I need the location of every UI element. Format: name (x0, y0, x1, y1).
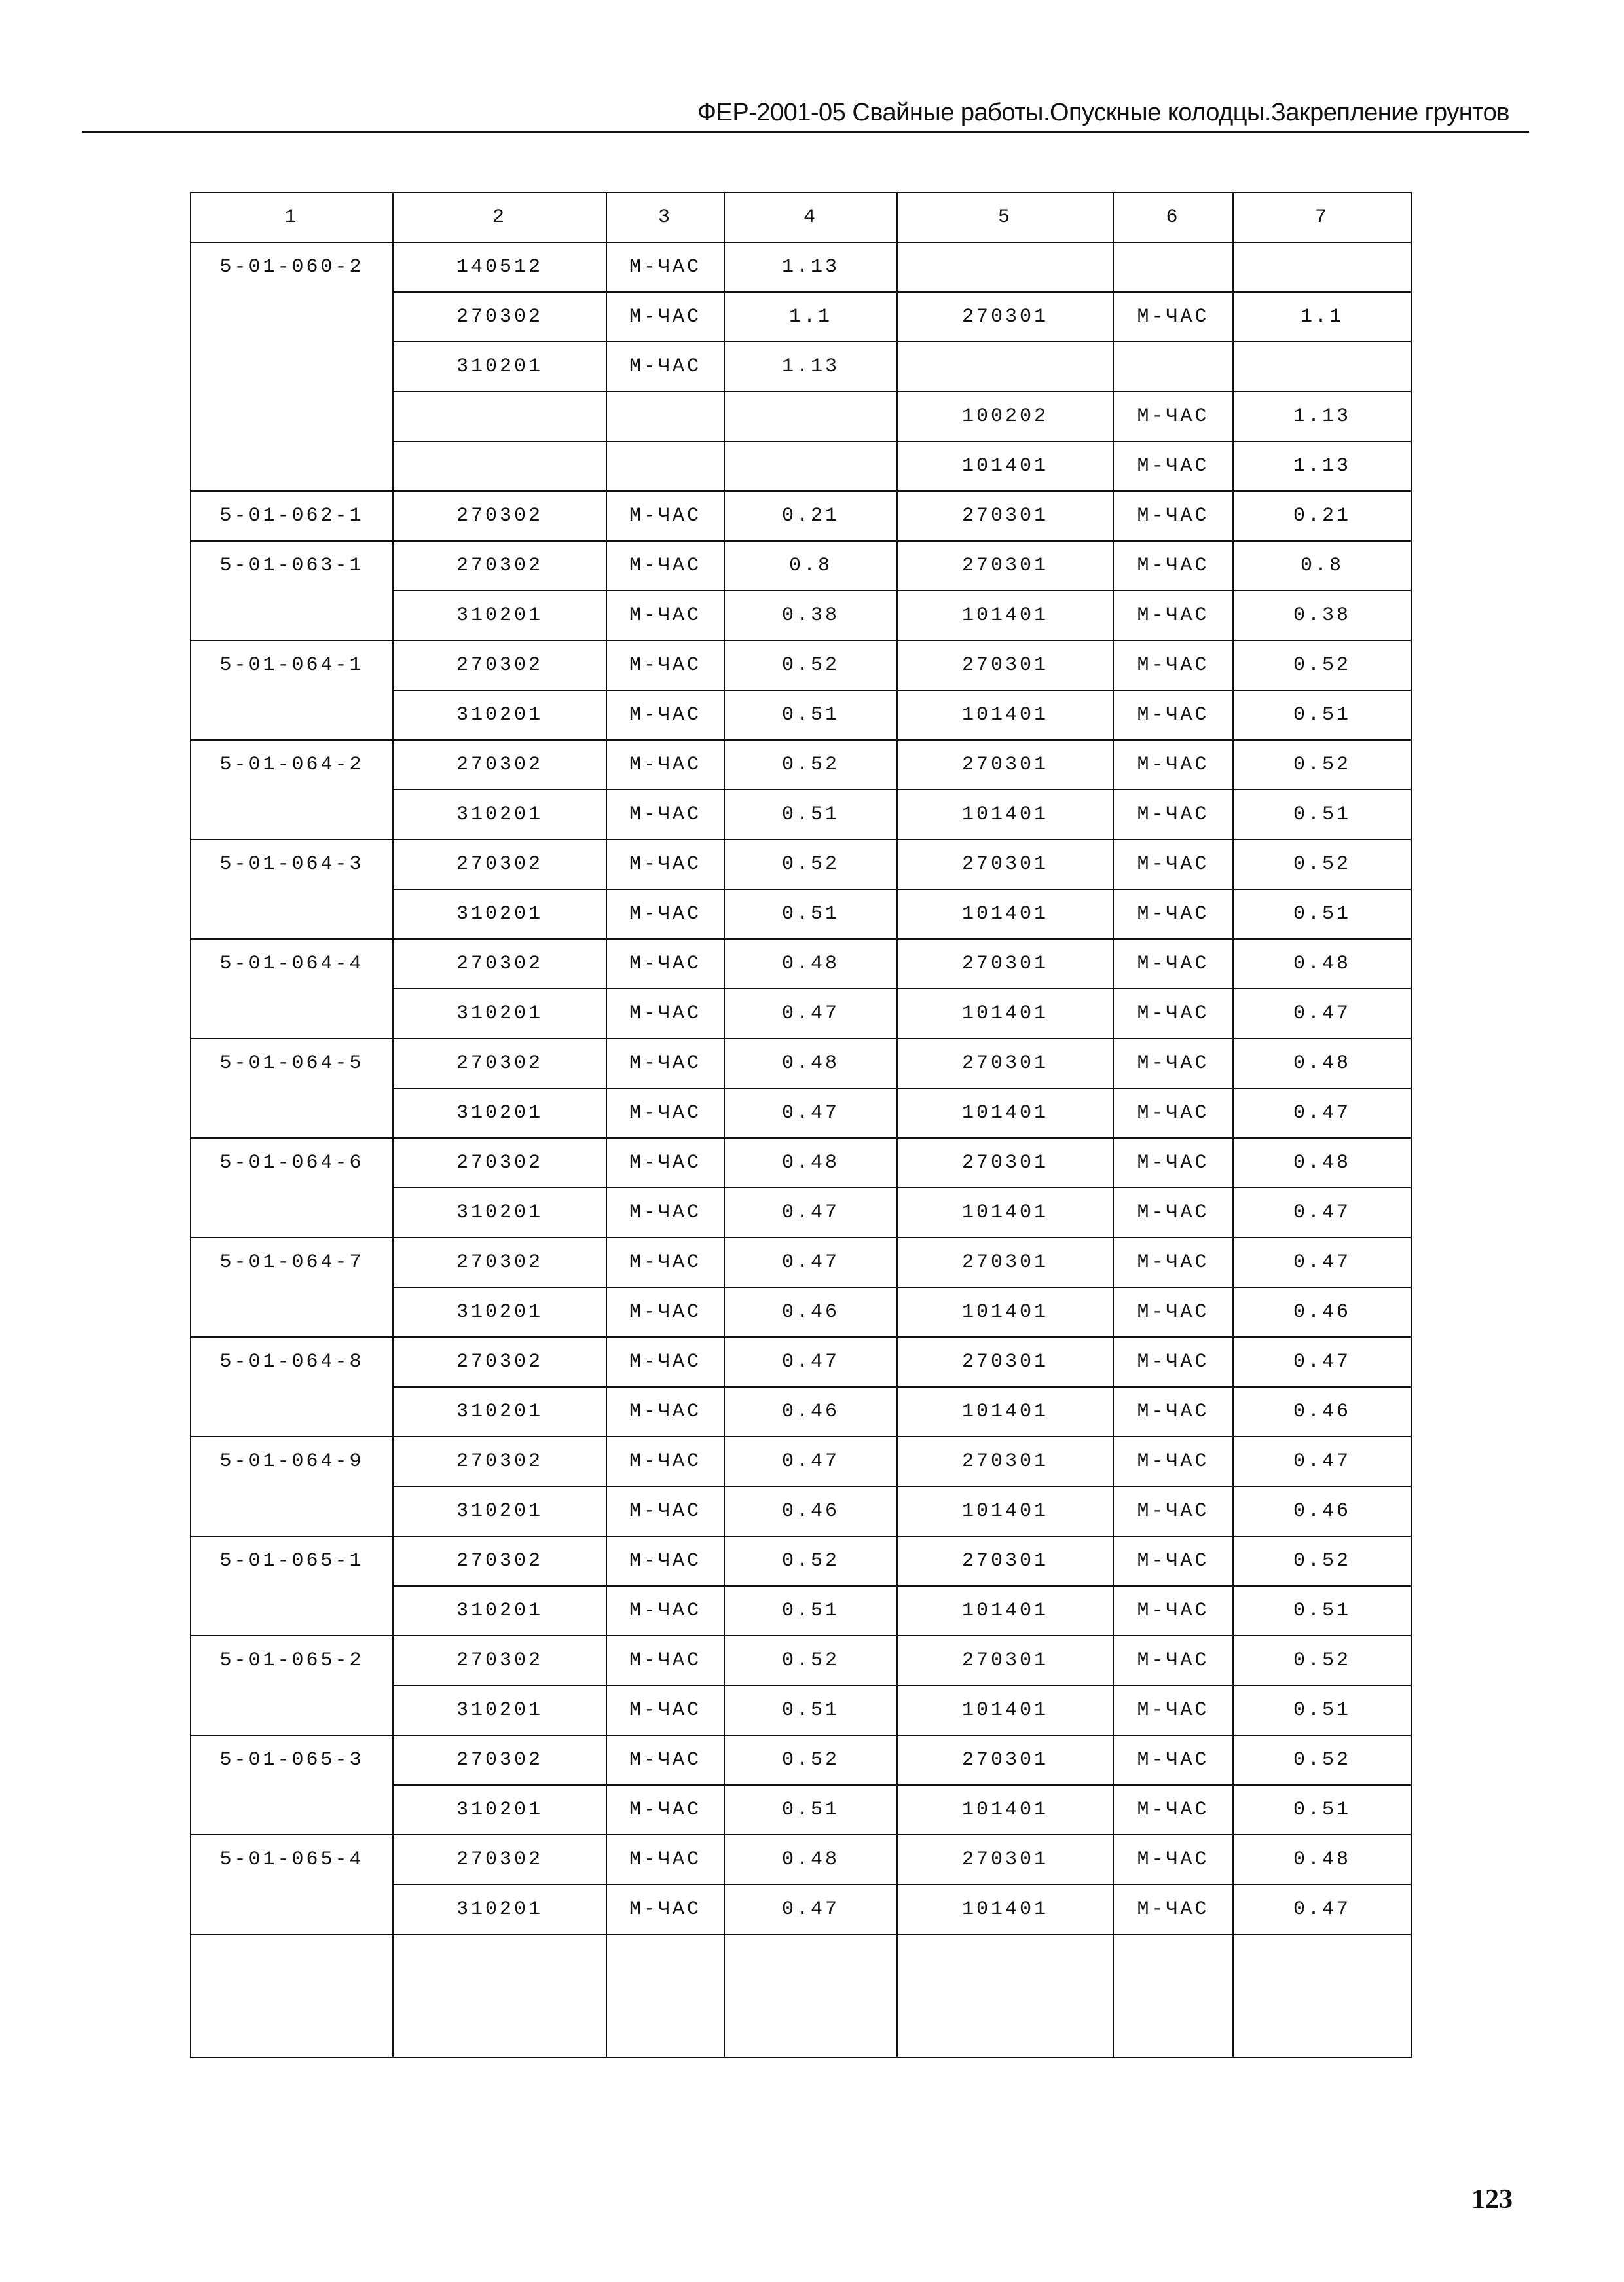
rate-code-cell (191, 989, 393, 1039)
rate-code-cell: 5-01-064-2 (191, 740, 393, 790)
table-row (191, 441, 1411, 491)
table-row (191, 640, 1411, 690)
table-cell: М-ЧАС (606, 790, 724, 839)
table-cell: 270301 (897, 740, 1113, 790)
table-cell: М-ЧАС (1113, 1636, 1233, 1685)
table-cell: 0.48 (1233, 939, 1411, 989)
column-header: 1 (191, 193, 393, 242)
table-cell: 310201 (393, 1785, 606, 1835)
table-cell: М-ЧАС (1113, 740, 1233, 790)
table-cell: М-ЧАС (606, 1039, 724, 1088)
table-cell: 270301 (897, 640, 1113, 690)
rate-code-cell (191, 392, 393, 441)
table-cell: 270301 (897, 491, 1113, 541)
table-cell (393, 392, 606, 441)
rate-code-cell: 5-01-064-4 (191, 939, 393, 989)
table-cell: 0.48 (1233, 1138, 1411, 1188)
table-cell: 100202 (897, 392, 1113, 441)
rate-code-cell (191, 1586, 393, 1636)
table-row (191, 1486, 1411, 1536)
empty-cell (897, 1934, 1113, 2057)
table-cell: М-ЧАС (606, 1188, 724, 1238)
table-cell: 0.47 (1233, 1437, 1411, 1486)
table-cell: 101401 (897, 1387, 1113, 1437)
table-cell: 0.47 (1233, 1238, 1411, 1287)
table-cell: М-ЧАС (1113, 989, 1233, 1039)
table-row (191, 1785, 1411, 1835)
table-cell: 270302 (393, 1437, 606, 1486)
table-cell: М-ЧАС (1113, 1735, 1233, 1785)
column-header: 5 (897, 193, 1113, 242)
table-cell: М-ЧАС (606, 1287, 724, 1337)
table-cell: М-ЧАС (1113, 889, 1233, 939)
table-cell: М-ЧАС (1113, 1835, 1233, 1885)
table-cell: М-ЧАС (1113, 1785, 1233, 1835)
table-cell: 310201 (393, 1586, 606, 1636)
table-cell: 0.8 (1233, 541, 1411, 591)
table-cell: 0.52 (724, 1735, 897, 1785)
table-cell: М-ЧАС (1113, 790, 1233, 839)
table-cell: М-ЧАС (606, 591, 724, 640)
table-cell: 0.51 (1233, 889, 1411, 939)
table-cell (606, 392, 724, 441)
table-cell: 0.8 (724, 541, 897, 591)
table-cell: 101401 (897, 690, 1113, 740)
table-cell: 270301 (897, 839, 1113, 889)
table-cell: 0.48 (1233, 1835, 1411, 1885)
column-header: 6 (1113, 193, 1233, 242)
table-cell: М-ЧАС (1113, 1138, 1233, 1188)
resource-table (190, 192, 1412, 2058)
table-cell: 310201 (393, 1287, 606, 1337)
table-row (191, 1138, 1411, 1188)
empty-trailing-row (191, 1934, 1411, 2057)
rate-code-cell (191, 889, 393, 939)
table-cell: 101401 (897, 889, 1113, 939)
table-cell: М-ЧАС (1113, 1039, 1233, 1088)
table-cell: М-ЧАС (606, 690, 724, 740)
table-cell: 0.52 (724, 839, 897, 889)
table-cell (606, 441, 724, 491)
table-cell: 0.52 (1233, 839, 1411, 889)
table-cell: М-ЧАС (1113, 1337, 1233, 1387)
table-row (191, 1685, 1411, 1735)
table-cell: 310201 (393, 1685, 606, 1735)
rate-code-cell: 5-01-065-1 (191, 1536, 393, 1586)
table-cell: 0.47 (724, 1238, 897, 1287)
rate-code-cell: 5-01-062-1 (191, 491, 393, 541)
rate-code-cell (191, 1287, 393, 1337)
table-cell (1113, 342, 1233, 392)
table-cell: 0.51 (1233, 690, 1411, 740)
table-cell: 270302 (393, 491, 606, 541)
table-cell: 310201 (393, 790, 606, 839)
table-cell: М-ЧАС (1113, 541, 1233, 591)
empty-cell (1233, 1934, 1411, 2057)
table-cell: 0.47 (1233, 1088, 1411, 1138)
table-cell: 270301 (897, 1337, 1113, 1387)
table-cell: 0.52 (724, 1636, 897, 1685)
rate-code-cell (191, 1486, 393, 1536)
table-cell: 1.13 (1233, 392, 1411, 441)
rate-code-cell: 5-01-065-2 (191, 1636, 393, 1685)
table-cell: 310201 (393, 690, 606, 740)
table-cell: М-ЧАС (1113, 292, 1233, 342)
table-cell: 0.47 (724, 1188, 897, 1238)
table-cell (1233, 242, 1411, 292)
rate-code-cell (191, 342, 393, 392)
table-cell (897, 242, 1113, 292)
column-header: 3 (606, 193, 724, 242)
table-cell: 0.48 (724, 939, 897, 989)
rate-code-cell: 5-01-065-3 (191, 1735, 393, 1785)
table-cell: 1.13 (1233, 441, 1411, 491)
table-cell: 310201 (393, 1387, 606, 1437)
rate-code-cell (191, 1387, 393, 1437)
table-cell: 0.47 (724, 989, 897, 1039)
table-cell: М-ЧАС (606, 1835, 724, 1885)
table-header (191, 193, 1411, 242)
rate-code-cell: 5-01-065-4 (191, 1835, 393, 1885)
table-cell: 101401 (897, 1885, 1113, 1934)
table-row (191, 292, 1411, 342)
table-cell: 101401 (897, 1486, 1113, 1536)
table-cell: 0.47 (724, 1088, 897, 1138)
table-cell: 310201 (393, 1188, 606, 1238)
rate-code-cell (191, 1885, 393, 1934)
table-cell: 310201 (393, 889, 606, 939)
table-cell: 0.52 (1233, 740, 1411, 790)
table-cell: 270302 (393, 1735, 606, 1785)
table-row (191, 1337, 1411, 1387)
empty-cell (191, 1934, 393, 2057)
table-cell: М-ЧАС (1113, 1486, 1233, 1536)
table-cell: 0.51 (1233, 790, 1411, 839)
table-cell: М-ЧАС (1113, 1536, 1233, 1586)
table-cell: 0.51 (724, 790, 897, 839)
table-cell: 101401 (897, 790, 1113, 839)
table-cell: 0.47 (724, 1885, 897, 1934)
table-row (191, 1586, 1411, 1636)
table-row (191, 491, 1411, 541)
rate-code-cell: 5-01-063-1 (191, 541, 393, 591)
table-row (191, 1188, 1411, 1238)
table-cell: М-ЧАС (1113, 1387, 1233, 1437)
table-cell: 0.52 (724, 1536, 897, 1586)
table-cell: 0.47 (724, 1337, 897, 1387)
table-cell: 0.52 (1233, 1636, 1411, 1685)
table-body (191, 242, 1411, 2057)
table-cell: 1.1 (1233, 292, 1411, 342)
table-row (191, 541, 1411, 591)
table-cell: М-ЧАС (1113, 839, 1233, 889)
table-row (191, 939, 1411, 989)
rate-code-cell (191, 591, 393, 640)
table-row (191, 342, 1411, 392)
table-cell: М-ЧАС (1113, 591, 1233, 640)
table-cell (1233, 342, 1411, 392)
table-cell (724, 392, 897, 441)
table-cell: М-ЧАС (606, 939, 724, 989)
table-cell: 310201 (393, 1088, 606, 1138)
table-row (191, 1885, 1411, 1934)
table-cell: М-ЧАС (606, 1735, 724, 1785)
table-cell: 0.38 (724, 591, 897, 640)
table-row (191, 1238, 1411, 1287)
page-number: 123 (1471, 2184, 1513, 2215)
table-cell: 101401 (897, 1088, 1113, 1138)
table-cell: 270302 (393, 1138, 606, 1188)
table-cell: 310201 (393, 989, 606, 1039)
rate-code-cell: 5-01-064-8 (191, 1337, 393, 1387)
table-cell: М-ЧАС (1113, 1685, 1233, 1735)
table-cell: 270302 (393, 292, 606, 342)
table-cell: 270301 (897, 1039, 1113, 1088)
table-cell: 270302 (393, 1039, 606, 1088)
empty-cell (1113, 1934, 1233, 2057)
table-cell: М-ЧАС (606, 242, 724, 292)
table-cell: 270301 (897, 541, 1113, 591)
table-cell: М-ЧАС (1113, 939, 1233, 989)
page-title: ФЕР-2001-05 Свайные работы.Опускные колодцы.Закрепление грунтов (697, 99, 1509, 126)
table-cell: 0.52 (1233, 1735, 1411, 1785)
table-cell: 0.47 (1233, 1188, 1411, 1238)
table-row (191, 989, 1411, 1039)
table-row (191, 740, 1411, 790)
column-header: 7 (1233, 193, 1411, 242)
table-cell: 1.13 (724, 342, 897, 392)
rate-code-cell (191, 790, 393, 839)
table-row (191, 690, 1411, 740)
table-cell: 0.21 (1233, 491, 1411, 541)
table-cell: 101401 (897, 591, 1113, 640)
table-cell: 270301 (897, 939, 1113, 989)
table-cell: М-ЧАС (606, 640, 724, 690)
rate-code-cell (191, 292, 393, 342)
table-cell: М-ЧАС (606, 989, 724, 1039)
rate-code-cell: 5-01-064-3 (191, 839, 393, 889)
table-cell: 270301 (897, 1238, 1113, 1287)
table-cell: М-ЧАС (1113, 640, 1233, 690)
table-cell: 0.46 (1233, 1287, 1411, 1337)
table-row (191, 1088, 1411, 1138)
table-cell: М-ЧАС (606, 541, 724, 591)
table-row (191, 790, 1411, 839)
table-cell: М-ЧАС (606, 1685, 724, 1735)
table-cell: М-ЧАС (606, 1486, 724, 1536)
table-cell: 270302 (393, 839, 606, 889)
table-cell: М-ЧАС (1113, 1238, 1233, 1287)
table-cell: М-ЧАС (606, 1636, 724, 1685)
table-row (191, 1387, 1411, 1437)
table-cell: 101401 (897, 1785, 1113, 1835)
table-cell: М-ЧАС (606, 342, 724, 392)
rate-code-cell: 5-01-064-1 (191, 640, 393, 690)
table-cell: 101401 (897, 1287, 1113, 1337)
table-cell: 0.51 (724, 889, 897, 939)
column-header: 4 (724, 193, 897, 242)
table-cell: М-ЧАС (1113, 1586, 1233, 1636)
empty-cell (606, 1934, 724, 2057)
table-cell: 0.51 (1233, 1785, 1411, 1835)
table-cell: М-ЧАС (606, 1337, 724, 1387)
table-cell: 0.52 (724, 640, 897, 690)
table-cell: М-ЧАС (606, 491, 724, 541)
rate-code-cell: 5-01-064-7 (191, 1238, 393, 1287)
table-cell: М-ЧАС (1113, 1088, 1233, 1138)
table-cell: 0.52 (724, 740, 897, 790)
table-cell: 270302 (393, 1536, 606, 1586)
table-row (191, 1735, 1411, 1785)
table-cell: 0.48 (724, 1138, 897, 1188)
table-cell: 0.38 (1233, 591, 1411, 640)
table-cell: М-ЧАС (1113, 1188, 1233, 1238)
table-row (191, 242, 1411, 292)
rate-code-cell (191, 690, 393, 740)
table-cell: 0.47 (724, 1437, 897, 1486)
table-cell: 310201 (393, 1885, 606, 1934)
table-row (191, 1536, 1411, 1586)
table-cell: М-ЧАС (606, 839, 724, 889)
table-cell: 101401 (897, 441, 1113, 491)
rate-code-cell (191, 1088, 393, 1138)
table-cell: 0.46 (1233, 1387, 1411, 1437)
table-cell: М-ЧАС (606, 1586, 724, 1636)
table-cell: 101401 (897, 1586, 1113, 1636)
table-cell: М-ЧАС (1113, 1885, 1233, 1934)
table-cell: 0.48 (724, 1835, 897, 1885)
table-cell: 310201 (393, 1486, 606, 1536)
table-row (191, 1636, 1411, 1685)
table-cell: М-ЧАС (606, 292, 724, 342)
table-cell: М-ЧАС (606, 1536, 724, 1586)
table-cell (897, 342, 1113, 392)
table-cell: 0.52 (1233, 640, 1411, 690)
table-row (191, 1835, 1411, 1885)
table-cell: 0.51 (724, 1685, 897, 1735)
table-cell: 270301 (897, 292, 1113, 342)
table-cell: М-ЧАС (1113, 441, 1233, 491)
table-cell: 0.46 (724, 1486, 897, 1536)
table-cell: 270302 (393, 939, 606, 989)
rate-code-cell (191, 1785, 393, 1835)
rate-code-cell (191, 441, 393, 491)
table-cell: 101401 (897, 1188, 1113, 1238)
empty-cell (724, 1934, 897, 2057)
table-row (191, 839, 1411, 889)
table-cell: М-ЧАС (1113, 1437, 1233, 1486)
table-cell: М-ЧАС (606, 740, 724, 790)
table-cell: 270302 (393, 1636, 606, 1685)
table-cell: 270302 (393, 1238, 606, 1287)
table-cell (724, 441, 897, 491)
table-cell: М-ЧАС (606, 1885, 724, 1934)
table-cell: М-ЧАС (1113, 1287, 1233, 1337)
table-cell: 310201 (393, 591, 606, 640)
table-cell: 0.51 (1233, 1586, 1411, 1636)
table-cell: 0.47 (1233, 989, 1411, 1039)
table-cell: 0.52 (1233, 1536, 1411, 1586)
table-cell: 1.1 (724, 292, 897, 342)
rate-code-cell: 5-01-060-2 (191, 242, 393, 292)
table-row (191, 1287, 1411, 1337)
table-cell: 101401 (897, 1685, 1113, 1735)
table-cell: 270301 (897, 1835, 1113, 1885)
table-cell: 1.13 (724, 242, 897, 292)
table-cell: 270302 (393, 740, 606, 790)
table-row (191, 591, 1411, 640)
table-cell: 0.47 (1233, 1337, 1411, 1387)
table-cell: 270302 (393, 1835, 606, 1885)
table-cell: М-ЧАС (1113, 690, 1233, 740)
table-cell: 0.47 (1233, 1885, 1411, 1934)
table-row (191, 1039, 1411, 1088)
table-cell: М-ЧАС (606, 889, 724, 939)
column-number-row (191, 193, 1411, 242)
column-header: 2 (393, 193, 606, 242)
table-row (191, 1437, 1411, 1486)
table-cell: М-ЧАС (1113, 491, 1233, 541)
table-cell: 101401 (897, 989, 1113, 1039)
table-cell: М-ЧАС (606, 1088, 724, 1138)
table-cell: 270302 (393, 640, 606, 690)
rate-code-cell: 5-01-064-5 (191, 1039, 393, 1088)
table-cell: 270301 (897, 1138, 1113, 1188)
table-cell (1113, 242, 1233, 292)
table-cell: 270301 (897, 1536, 1113, 1586)
table-cell: 0.46 (1233, 1486, 1411, 1536)
table-cell: 0.51 (1233, 1685, 1411, 1735)
table-row (191, 392, 1411, 441)
table-cell (393, 441, 606, 491)
table-row (191, 889, 1411, 939)
table-cell: М-ЧАС (606, 1785, 724, 1835)
table-cell: М-ЧАС (1113, 392, 1233, 441)
table-cell: 0.51 (724, 1586, 897, 1636)
table-cell: М-ЧАС (606, 1387, 724, 1437)
rate-code-cell: 5-01-064-9 (191, 1437, 393, 1486)
table-cell: М-ЧАС (606, 1238, 724, 1287)
table-cell: 0.21 (724, 491, 897, 541)
empty-cell (393, 1934, 606, 2057)
page-header (82, 92, 1529, 133)
table-cell: 0.48 (1233, 1039, 1411, 1088)
table-cell: 270301 (897, 1437, 1113, 1486)
rate-code-cell (191, 1685, 393, 1735)
table-cell: М-ЧАС (606, 1138, 724, 1188)
table-cell: 270301 (897, 1636, 1113, 1685)
table-cell: 270302 (393, 1337, 606, 1387)
table-cell: 0.51 (724, 1785, 897, 1835)
table-cell: 0.51 (724, 690, 897, 740)
table-cell: 270301 (897, 1735, 1113, 1785)
table-cell: 0.46 (724, 1287, 897, 1337)
table-cell: 140512 (393, 242, 606, 292)
table-cell: 0.46 (724, 1387, 897, 1437)
table-cell: 270302 (393, 541, 606, 591)
table-cell: М-ЧАС (606, 1437, 724, 1486)
table-cell: 310201 (393, 342, 606, 392)
table-cell: 0.48 (724, 1039, 897, 1088)
rate-code-cell (191, 1188, 393, 1238)
rate-code-cell: 5-01-064-6 (191, 1138, 393, 1188)
